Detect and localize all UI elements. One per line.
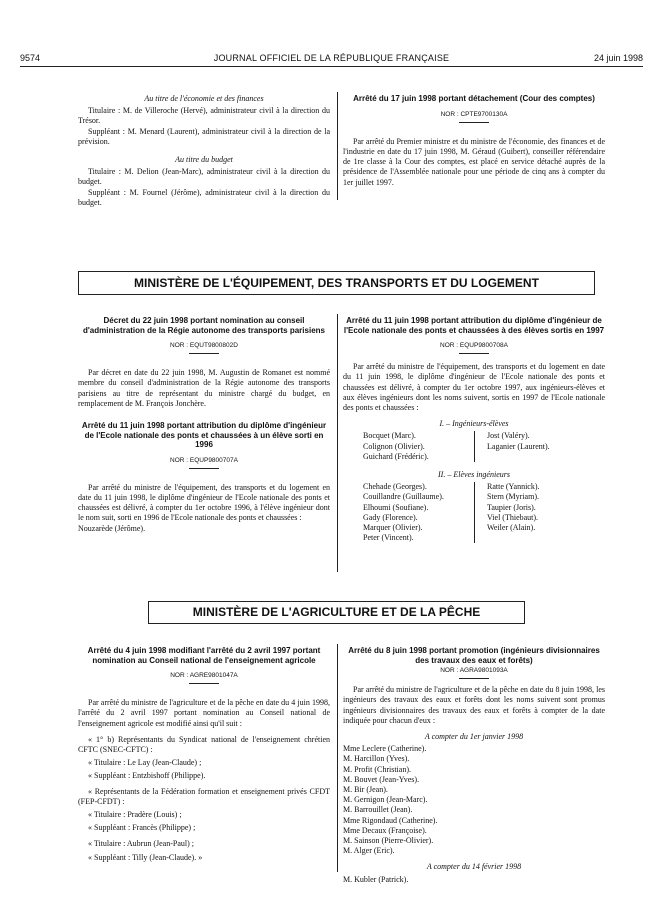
section-heading: II. – Elèves ingénieurs xyxy=(438,470,510,480)
list-item: Laganier (Laurent). xyxy=(487,441,550,451)
list-item: Couillandre (Guillaume). xyxy=(363,492,444,502)
top-left-column xyxy=(78,94,330,208)
list-item: Weiler (Alain). xyxy=(487,523,536,533)
article-title: Arrêté du 8 juin 1998 portant promotion (ingénieurs divisionnaires des travaux des eaux et forêts) xyxy=(348,646,600,665)
paragraph: « Suppléant : Francès (Philippe) ; xyxy=(88,823,196,833)
paragraph: « Titulaire : Aubrun (Jean-Paul) ; xyxy=(88,839,194,849)
list-item: Mme Decaux (Françoise). xyxy=(343,825,427,835)
short-rule xyxy=(189,353,219,354)
list-item: Mme Leclere (Catherine). xyxy=(343,744,427,754)
paragraph: Titulaire : M. de Villeroche (Hervé), administrateur civil à la direction du Trésor. xyxy=(78,106,330,126)
ministry-banner: MINISTÈRE DE L'AGRICULTURE ET DE LA PÊCHE xyxy=(148,601,525,624)
section-heading: Au titre de l'économie et des finances xyxy=(144,94,264,103)
nor-reference: NOR : AGRE9801047A xyxy=(170,672,238,679)
list-item: Elhoumi (Soufiane). xyxy=(363,502,429,512)
list-item: M. Bir (Jean). xyxy=(343,785,388,795)
article-title: Décret du 22 juin 1998 portant nomination au conseil d'administration de la Régie autonome des transports parisiens xyxy=(83,316,325,335)
short-rule xyxy=(189,468,219,469)
nor-reference: NOR : EQUP9800708A xyxy=(440,342,508,349)
name-list xyxy=(343,431,605,462)
nor-reference: NOR : AGRA9801093A xyxy=(440,667,508,674)
equipment-right-column xyxy=(343,316,605,543)
paragraph: « 1° b) Représentants du Syndicat national de l'enseignement chrétien CFTC (SNEC-CFTC) : xyxy=(78,734,330,755)
list-item: M. Sainson (Pierre-Olivier). xyxy=(343,836,434,846)
list-item: Gady (Florence). xyxy=(363,512,418,522)
list-item: M. Kubler (Patrick). xyxy=(343,874,409,884)
paragraph: Par arrêté du ministre de l'agriculture et de la pêche en date du 4 juin 1998, l'arrêté du 2 avril 1997 portant nomination au Conseil national de l'enseignement agricole est modifié ainsi qu'il suit : xyxy=(78,698,330,728)
list-item: Colignon (Olivier). xyxy=(363,441,425,451)
page-header xyxy=(20,53,643,65)
paragraph: Par arrêté du ministre de l'agriculture et de la pêche en date du 8 juin 1998, les ingénieurs des travaux des eaux et forêts dont les noms suivent sont promus ingénieurs divisionnaires des travaux des eaux et forêts à compter de la date indiquée pour chacun d'eux : xyxy=(343,685,605,725)
list-item: Guichard (Frédéric). xyxy=(363,451,429,461)
article-title: Arrêté du 11 juin 1998 portant attribution du diplôme d'ingénieur de l'Ecole nationale des ponts et chaussées à un élève sorti en 1996 xyxy=(81,421,327,450)
short-rule xyxy=(459,122,489,123)
agriculture-left-column xyxy=(78,646,330,863)
paragraph: « Suppléant : Tilly (Jean-Claude). » xyxy=(88,852,203,862)
nor-reference: NOR : EQUT9800802D xyxy=(170,342,238,349)
paragraph: Suppléant : M. Menard (Laurent), administrateur civil à la direction de la prévision. xyxy=(78,126,330,146)
section-heading: Au titre du budget xyxy=(175,155,233,165)
list-item: M. Bouvet (Jean-Yves). xyxy=(343,774,420,784)
paragraph: « Représentants de la Fédération formation et enseignement privés CFDT (FEP-CFDT) : xyxy=(78,786,330,806)
paragraph: Par arrêté du Premier ministre et du ministre de l'économie, des finances et de l'industrie en date du 17 juin 1998, M. Géraud (Guibert), conseiller référendaire de 1re classe à la Cour des comptes, est placé en service détaché auprès de la présidence de l'Assemblée nationale pour une période de cinq ans à compter du 1er juillet 1997. xyxy=(343,136,605,187)
issue-date: 24 juin 1998 xyxy=(593,53,643,63)
short-rule xyxy=(459,678,489,679)
agriculture-right-column xyxy=(343,646,605,885)
paragraph: « Titulaire : Pradère (Louis) ; xyxy=(88,810,182,820)
article-title: Arrêté du 17 juin 1998 portant détachement (Cour des comptes) xyxy=(353,94,595,103)
nor-reference: NOR : CPTE9700130A xyxy=(440,110,508,118)
person-name: Nouzarède (Jérôme). xyxy=(78,523,146,533)
name-list xyxy=(343,482,605,543)
section-heading: A compter du 1er janvier 1998 xyxy=(424,732,524,742)
list-item: Viel (Thiebaut). xyxy=(487,512,539,522)
list-item: M. Harcillon (Yves). xyxy=(343,754,410,764)
paragraph: « Suppléant : Entzbishoff (Philippe). xyxy=(88,771,206,781)
column-divider xyxy=(337,644,338,872)
ministry-banner: MINISTÈRE DE L'ÉQUIPEMENT, DES TRANSPORTS ET DU LOGEMENT xyxy=(78,271,595,295)
page-number: 9574 xyxy=(20,53,41,63)
list-item: Ratte (Yannick). xyxy=(487,482,540,492)
column-divider xyxy=(337,314,338,572)
article-title: Arrêté du 11 juin 1998 portant attribution du diplôme d'ingénieur de l'Ecole nationale des ponts et chaussées à des élèves sortis en 1997 xyxy=(343,316,605,335)
paragraph: Suppléant : M. Fournel (Jérôme), administrateur civil à la direction du budget. xyxy=(78,187,330,207)
list-item: Bocquet (Marc). xyxy=(363,431,416,441)
list-item: Jost (Valéry). xyxy=(487,431,530,441)
top-right-column xyxy=(343,94,605,188)
section-heading: A compter du 14 février 1998 xyxy=(426,862,522,872)
list-item: Marquer (Olivier). xyxy=(363,523,423,533)
list-item: M. Profit (Christian). xyxy=(343,764,411,774)
name-list xyxy=(343,744,605,856)
journal-title: JOURNAL OFFICIEL DE LA RÉPUBLIQUE FRANÇAISE xyxy=(213,53,450,63)
list-item: M. Barrouillet (Jean). xyxy=(343,805,413,815)
column-divider xyxy=(337,92,338,200)
list-item: M. Gernigon (Jean-Marc). xyxy=(343,795,428,805)
list-item: Peter (Vincent). xyxy=(363,533,414,543)
paragraph: Par arrêté du ministre de l'équipement, des transports et du logement en date du 11 juin 1998, le diplôme d'ingénieur de l'Ecole nationale des ponts et chaussées est délivré, à compter du 1er octobre 1996, à l'élève ingénieur dont le nom suit, sorti en 1996 de l'Ecole nationale des ponts et chaussées : xyxy=(78,482,330,523)
paragraph: Titulaire : M. Delion (Jean-Marc), administrateur civil à la direction du budget. xyxy=(78,167,330,187)
list-item: Mme Rigondaud (Catherine). xyxy=(343,815,438,825)
short-rule xyxy=(459,353,489,354)
paragraph: Par décret en date du 22 juin 1998, M. Augustin de Romanet est nommé membre du conseil d'administration de la Régie autonome des transports parisiens au titre de représentant du ministre chargé du budget, en remplacement de M. François Jonchère. xyxy=(78,368,330,408)
name-list xyxy=(343,875,605,885)
list-item: Chehade (Georges). xyxy=(363,482,427,492)
short-rule xyxy=(189,683,219,684)
list-item: Stern (Myriam). xyxy=(487,492,539,502)
list-item: Taupier (Joris). xyxy=(487,502,536,512)
header-rule xyxy=(20,66,643,67)
article-title: Arrêté du 4 juin 1998 modifiant l'arrêté du 2 avril 1997 portant nomination au Conseil national de l'enseignement agricole xyxy=(87,646,321,665)
list-item: M. Alger (Eric). xyxy=(343,846,395,856)
paragraph: « Titulaire : Le Lay (Jean-Claude) ; xyxy=(88,758,202,768)
paragraph: Par arrêté du ministre de l'équipement, des transports et du logement en date du 11 juin 1998, le diplôme d'ingénieur de l'Ecole nationale des ponts et chaussées est délivré, à compter du 1er octobre 1997, aux ingénieurs-élèves et aux élèves ingénieurs dont les noms suivent, sortis en 1997 de l'Ecole nationale des ponts et chaussées : xyxy=(343,362,605,413)
nor-reference: NOR : EQUP9800707A xyxy=(170,456,238,464)
equipment-left-column xyxy=(78,316,330,534)
section-heading: I. – Ingénieurs-élèves xyxy=(439,419,509,429)
